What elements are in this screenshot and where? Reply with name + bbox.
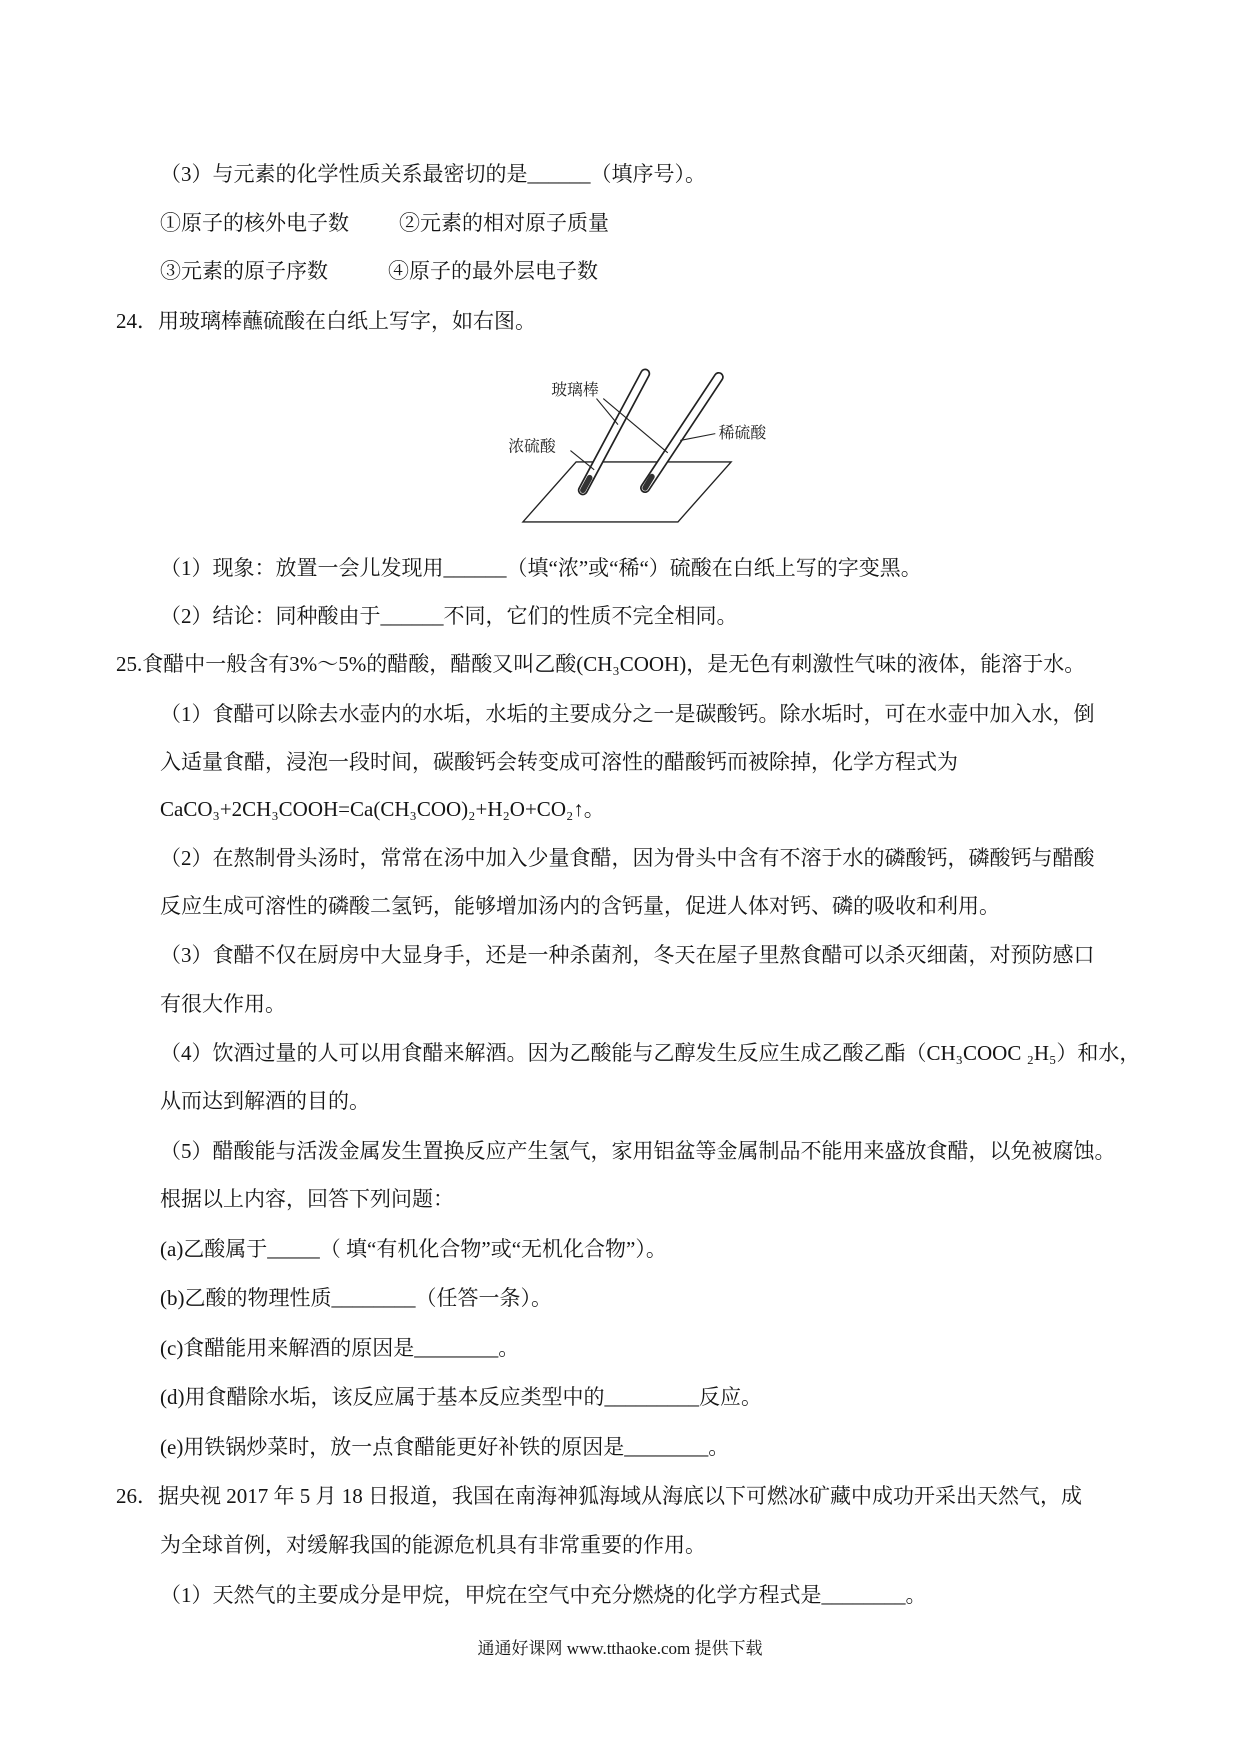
q24-stem: 24．用玻璃棒蘸硫酸在白纸上写字，如右图。: [116, 309, 536, 333]
label-glass-rod: 玻璃棒: [551, 382, 599, 400]
page-footer: 通通好课网 www.tthaoke.com 提供下载: [477, 1639, 763, 1658]
q26-part1: （1）天然气的主要成分是甲烷，甲烷在空气中充分燃烧的化学方程式是________。: [160, 1583, 927, 1607]
q23-option-4: ④原子的最外层电子数: [388, 259, 598, 283]
q23-part3-stem: （3）与元素的化学性质关系最密切的是______（填序号）。: [160, 162, 706, 186]
q25-p2-line1: （2）在熬制骨头汤时，常常在汤中加入少量食醋，因为骨头中含有不溶于水的磷酸钙，磷酸钙与醋酸: [160, 846, 1095, 870]
q23-option-1: ①原子的核外电子数: [160, 211, 349, 235]
q25-question-c: (c)食醋能用来解酒的原因是________。: [160, 1336, 520, 1360]
q25-question-a: (a)乙酸属于_____（ 填“有机化合物”或“无机化合物”）。: [160, 1237, 667, 1261]
q24-part1: （1）现象：放置一会儿发现用______（填“浓”或“稀“）硫酸在白纸上写的字变黑。: [160, 556, 922, 580]
q26-stem-line1: 26．据央视 2017 年 5 月 18 日报道，我国在南海神狐海域从海底以下可燃冰矿藏中成功开采出天然气，成: [116, 1484, 1082, 1508]
glass-rod-right: [645, 377, 719, 488]
q24-part2: （2）结论：同种酸由于______不同，它们的性质不完全相同。: [160, 604, 738, 628]
q25-p3-line2: 有很大作用。: [160, 992, 286, 1016]
q25-p2-line2: 反应生成可溶性的磷酸二氢钙，能够增加汤内的含钙量，促进人体对钙、磷的吸收和利用。: [160, 894, 1000, 918]
label-dilute-acid: 稀硫酸: [718, 425, 767, 443]
q26-stem-line2: 为全球首例，对缓解我国的能源危机具有非常重要的作用。: [160, 1533, 706, 1557]
q25-p5: （5）醋酸能与活泼金属发生置换反应产生氢气，家用铝盆等金属制品不能用来盛放食醋，以免被腐蚀。: [160, 1139, 1116, 1163]
q25-p3-line1: （3）食醋不仅在厨房中大显身手，还是一种杀菌剂，冬天在屋子里熬食醋可以杀灭细菌，对预防感口: [160, 943, 1095, 967]
label-concentrated-acid: 浓硫酸: [508, 438, 556, 456]
q25-p1-line1: （1）食醋可以除去水壶内的水垢，水垢的主要成分之一是碳酸钙。除水垢时，可在水壶中加入水，倒: [160, 702, 1095, 726]
q23-option-3: ③元素的原子序数: [160, 259, 328, 283]
glass-rod-figure: [508, 368, 780, 540]
paper-sheet: [523, 462, 731, 522]
q25-p1-line2: 入适量食醋，浸泡一段时间，碳酸钙会转变成可溶性的醋酸钙而被除掉，化学方程式为: [160, 750, 958, 774]
q25-p1-equation: CaCO₃+2CH₃COOH=Ca(CH₃COO)₂+H₂O+CO₂↑。: [160, 797, 605, 821]
q23-option-2: ②元素的相对原子质量: [399, 211, 609, 235]
q25-p4-line2: 从而达到解酒的目的。: [160, 1089, 370, 1113]
q25-question-e: (e)用铁锅炒菜时，放一点食醋能更好补铁的原因是________。: [160, 1435, 730, 1459]
leader-line-concentrated: [570, 451, 594, 470]
q25-question-d: (d)用食醋除水垢，该反应属于基本反应类型中的_________反应。: [160, 1385, 762, 1409]
q25-prompt: 根据以上内容，回答下列问题：: [160, 1187, 454, 1211]
q25-stem: 25.食醋中一般含有3%～5%的醋酸，醋酸又叫乙酸(CH₃COOH)，是无色有刺激性气味的液体，能溶于水。: [116, 652, 1086, 676]
q25-p4-line1: （4）饮酒过量的人可以用食醋来解酒。因为乙酸能与乙醇发生反应生成乙酸乙酯（CH₃COOC ₂H₅）和水，: [160, 1041, 1141, 1065]
q25-question-b: (b)乙酸的物理性质________（任答一条）。: [160, 1286, 552, 1310]
